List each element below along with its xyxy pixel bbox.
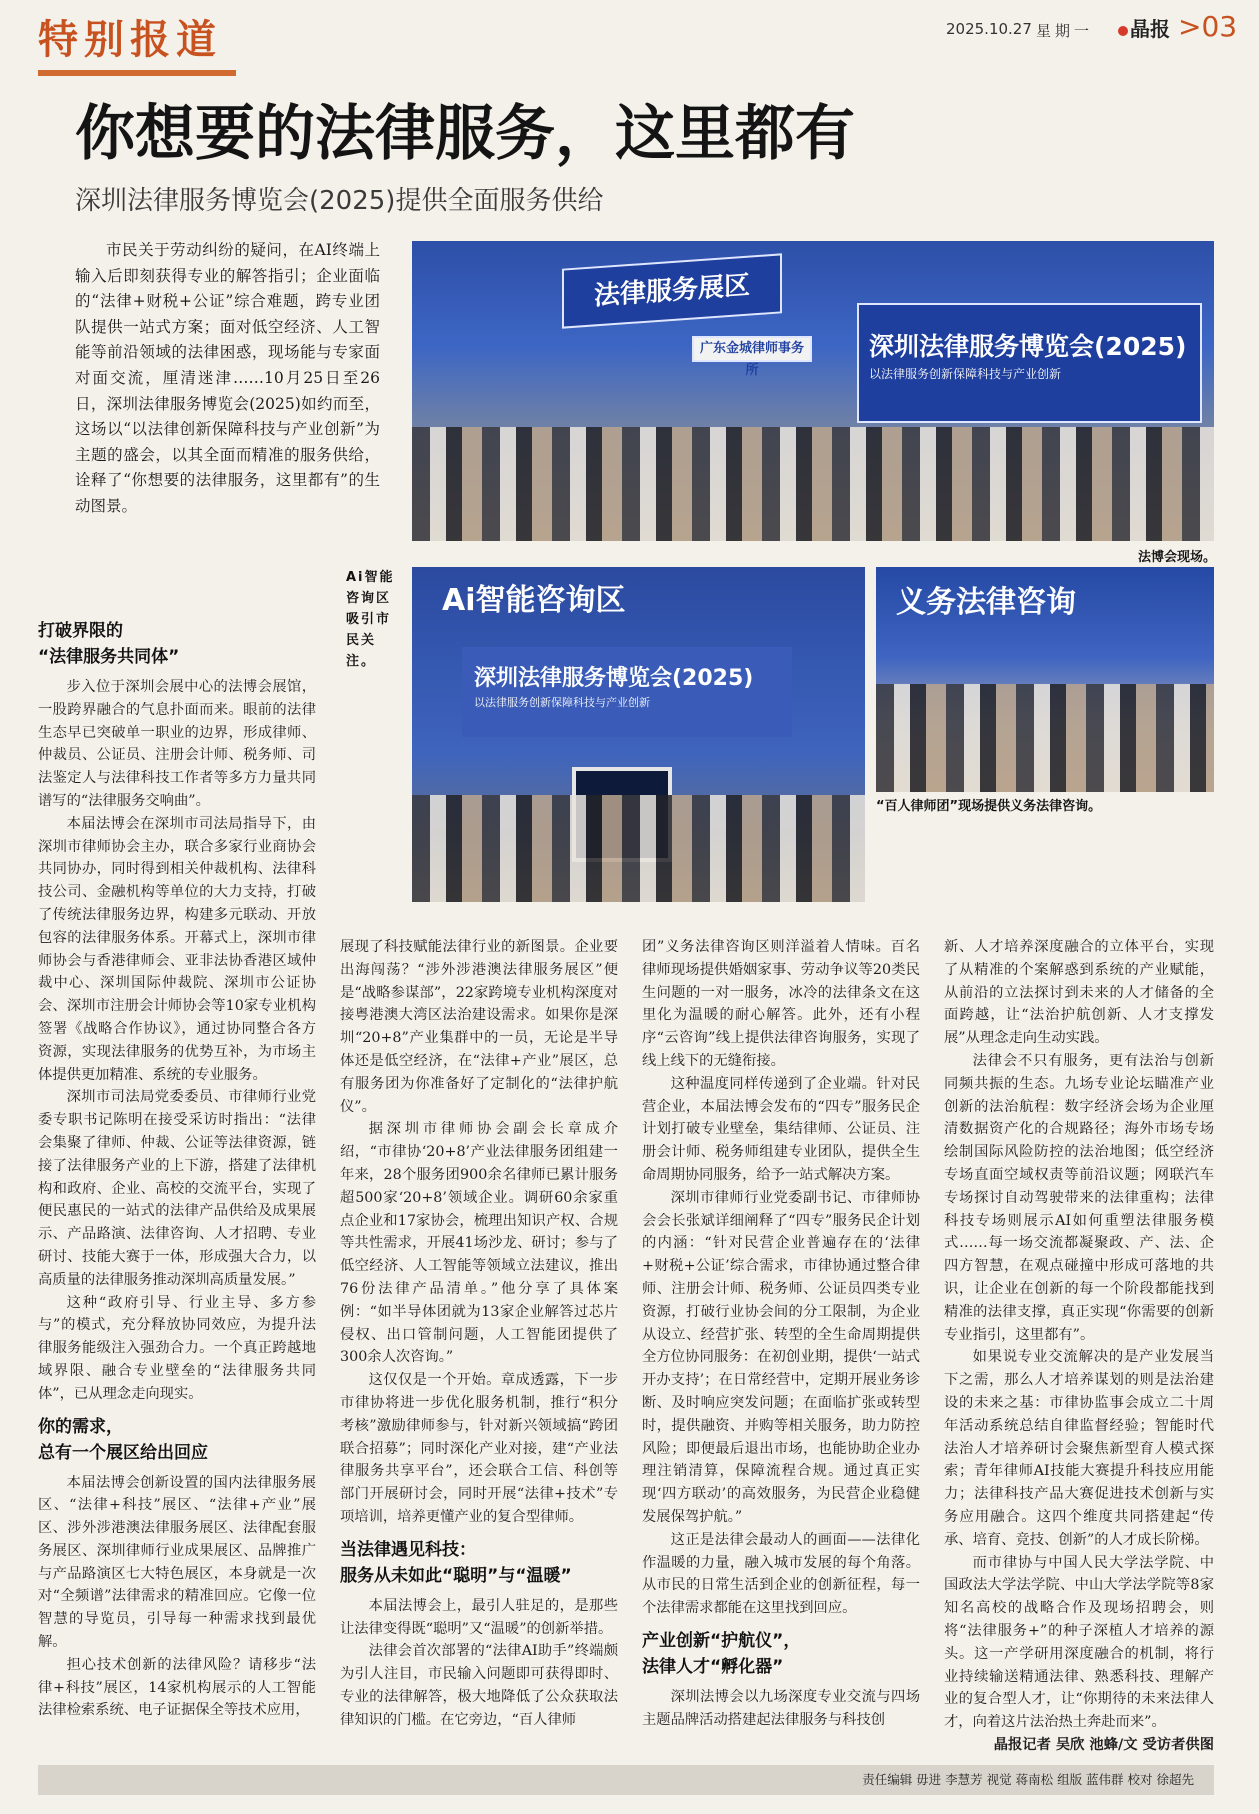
paragraph: 这种温度同样传递到了企业端。针对民营企业，本届法博会发布的“四专”服务民企计划打破专业壁垒，集结律师、公证员、注册会计师、税务师组建专业团队，提供全生命周期协同服务，给予一站式解决方案。: [642, 1075, 920, 1183]
main-banner-title: 深圳法律服务博览会(2025): [869, 332, 1187, 361]
paragraph: 法律会不只有服务，更有法治与创新同频共振的生态。九场专业论坛瞄准产业创新的法治航程：数字经济会场为企业厘清数据资产化的合规路径；海外市场专场绘制国际风险防控的法治地图；低空经济专场直面空域权责等前沿议题；网联汽车专场探讨自动驾驶带来的法律重构；法律科技专场则展示AI如何重塑法律服务模式……每一场交流都凝聚政、产、法、企四方智慧，在观点碰撞中形成可落地的共识，让企业在创新的每一个阶段都能找到精准的法律支撑，真正实现“你需要的创新专业指引，这里都有”。: [944, 1052, 1214, 1343]
section-heading-3a: 当法律遇见科技：: [340, 1539, 476, 1560]
issue-weekday: 星期一: [1036, 22, 1094, 40]
paragraph: 深圳市司法局党委委员、市律师行业党委专职书记陈明在接受采访时指出：“法律会集聚了律师、仲裁、公证等法律资源，链接了法律服务产业的上下游，搭建了法律机构和政府、企业、高校的交流平台，实现了便民惠民的一站式的法律产品供给及成果展示、产品路演、法律咨询、人才招聘、专业研讨、技能大赛于一体，形成强大合力，以高质量的法律服务推动深圳高质量发展。”: [38, 1089, 316, 1288]
photo-legal-consultation: [876, 567, 1214, 792]
zone-sign: 法律服务展区: [562, 253, 782, 328]
paragraph: 本届法博会上，最引人驻足的，是那些让法律变得既“聪明”又“温暖”的创新举措。: [340, 1597, 618, 1637]
ai-banner-title: 深圳法律服务博览会(2025): [474, 666, 754, 691]
column-4: [944, 936, 1214, 1757]
paragraph: 担心技术创新的法律风险？请移步“法律+科技”展区，14家机构展示的人工智能法律检索系统、电子证据保全等技术应用，: [38, 1656, 316, 1719]
section-tag: 特别报道: [38, 17, 222, 63]
paragraph: 本届法博会创新设置的国内法律服务展区、“法律+科技”展区、“法律+产业”展区、涉外涉港澳法律服务展区、法律配套服务展区、深圳律师行业成果展区、品牌推广与产品路演区七大特色展区，本身就是一次对“全频谱”法律需求的精准回应。它像一位智慧的导览员，引导每一种需求找到最优解。: [38, 1474, 316, 1651]
column-2: [340, 936, 618, 1732]
logo-text: 晶报: [1130, 17, 1170, 41]
ai-banner-subtitle: 以法律服务创新保障科技与产业创新: [474, 696, 650, 709]
subheadline: 深圳法律服务博览会(2025)提供全面服务供给: [75, 186, 604, 216]
page-number: >03: [1178, 10, 1238, 43]
caption-expo-hall: 法博会现场。: [1138, 550, 1217, 565]
section-heading-2a: 你的需求，: [38, 1416, 123, 1437]
section-heading-1a: 打破界限的: [38, 621, 123, 641]
paragraph: 这仅仅是一个开始。章成透露，下一步市律协将进一步优化服务机制，推行“积分考核”激励律师参与，针对新兴领域搞“跨团联合招募”；同时深化产业对接，建“产业法律服务共享平台”，还会联合工信、科创等部门开展研讨会，同时开展“法律+技术”专项培训，培养更懂产业的复合型律师。: [340, 1372, 618, 1525]
section-heading-4b: 法律人才“孵化器”: [642, 1656, 784, 1677]
section-heading-4a: 产业创新“护航仪”，: [642, 1630, 801, 1651]
consult-sign: 义务法律咨询: [896, 585, 1076, 620]
paragraph: 这种“政府引导、行业主导、多方参与”的模式，充分释放协同效应，为提升法律服务能级注入强劲合力。一个真正跨越地域界限、融合专业壁垒的“法律服务共同体”，已从理念走向现实。: [38, 1294, 316, 1402]
ai-banner: [462, 647, 792, 737]
paragraph: 深圳法博会以九场深度专业交流与四场主题品牌活动搭建起法律服务与科技创: [642, 1688, 920, 1728]
paragraph: 步入位于深圳会展中心的法博会展馆，一股跨界融合的气息扑面而来。眼前的法律生态早已突破单一职业的边界，形成律师、仲裁员、公证员、注册会计师、税务师、司法鉴定人与法律科技工作者等多方力量共同谱写的“法律服务交响曲”。: [38, 679, 316, 809]
paragraph: 团”义务法律咨询区则洋溢着人情味。百名律师现场提供婚姻家事、劳动争议等20类民生问题的一对一服务，冰冷的法律条文在这里化为温暖的耐心解答。此外，还有小程序“云咨询”线上提供法律咨询服务，实现了线上线下的无缝衔接。: [642, 939, 920, 1069]
lead-paragraph: 市民关于劳动纠纷的疑问，在AI终端上输入后即刻获得专业的解答指引；企业面临的“法律+财税+公证”综合难题，跨专业团队提供一站式方案；面对低空经济、人工智能等前沿领域的法律困惑，现场能与专家面对面交流，厘清迷津……10月25日至26日，深圳法律服务博览会(2025)如约而至，这场以“以法律创新保障科技与产业创新”为主题的盛会，以其全面而精准的服务供给，诠释了“你想要的法律服务，这里都有”的生动图景。: [75, 241, 380, 515]
ai-zone-sign: Ai智能咨询区: [442, 583, 626, 618]
paragraph: 如果说专业交流解决的是产业发展当下之需，那么人才培养谋划的则是法治建设的未来之基：市律协监事会成立二十周年活动系统总结自律监督经验；智能时代法治人才培养研讨会聚焦新型育人模式探索；青年律师AI技能大赛提升科技应用能力；法律科技产品大赛促进技术创新与实务应用融合。这四个维度共同搭建起“传承、培育、竞技、创新”的人才成长阶梯。: [944, 1349, 1214, 1548]
logo-dot-icon: [1118, 26, 1128, 36]
crowd: [412, 427, 1214, 541]
paragraph: 新、人才培养深度融合的立体平台，实现了从精准的个案解惑到系统的产业赋能，从前沿的立法探讨到未来的人才储备的全面跨越，让“法治护航创新、人才支撑发展”从理念走向生动实践。: [944, 939, 1214, 1047]
crowd: [876, 684, 1214, 792]
section-heading-1b: “法律服务共同体”: [38, 647, 180, 667]
section-heading-2b: 总有一个展区给出回应: [38, 1442, 208, 1463]
paragraph: 这正是法律会最动人的画面——法律化作温暖的力量，融入城市发展的每个角落。从市民的日常生活到企业的创新征程，每一个法律需求都能在这里找到回应。: [642, 1531, 920, 1617]
section-heading-3b: 服务从未如此“聪明”与“温暖”: [340, 1565, 572, 1586]
photo-ai-zone: [412, 567, 865, 902]
paragraph: 据深圳市律师协会副会长章成介绍，“市律协‘20+8’产业法律服务团组建一年来，28个服务团900余名律师已累计服务超500家‘20+8’领域企业。调研60余家重点企业和17家协会，梳理出知识产权、合规等共性需求，开展41场沙龙、研讨；参与了低空经济、人工智能等领域立法建议，推出76份法律产品清单。”他分享了具体案例：“如半导体团就为13家企业解答过芯片侵权、出口管制问题，人工智能团提供了300余人次咨询。”: [340, 1121, 618, 1366]
crowd: [412, 795, 865, 902]
column-3: [642, 936, 920, 1732]
side-sign: 广东金城律师事务所: [692, 336, 812, 362]
paragraph: 展现了科技赋能法律行业的新图景。企业要出海闯荡？“涉外涉港澳法律服务展区”便是“战略参谋部”，22家跨境专业机构深度对接粤港澳大湾区法治建设需求。如果你是深圳“20+8”产业集群中的一员，无论是半导体还是低空经济，在“法律+产业”展区，总有服务团为你准备好了定制化的“法律护航仪”。: [340, 939, 618, 1115]
main-banner-subtitle: 以法律服务创新保障科技与产业创新: [869, 367, 1062, 381]
paragraph: 深圳市律师行业党委副书记、市律师协会会长张斌详细阐释了“四专”服务民企计划的内涵：“针对民营企业普遍存在的‘法律+财税+公证’综合需求，市律协通过整合律师、注册会计师、税务师、公证员四类专业资源，打破行业协会间的分工限制，为企业从设立、经营扩张、转型的全生命周期提供全方位协同服务：在初创业期，提供‘一站式开办支持’；在日常经营中，定期开展业务诊断、及时响应突发问题；在面临扩张或转型时，提供融资、并购等相关服务，助力防控风险；即便最后退出市场，也能协助企业办理注销清算，保障流程合规。通过真正实现‘四方联动’的高效服务，为民营企业稳健发展保驾护航。”: [642, 1189, 920, 1525]
newspaper-logo: [1118, 14, 1170, 44]
paragraph: 本届法博会在深圳市司法局指导下，由深圳市律师协会主办，联合多家行业商协会共同协办，同时得到相关仲裁机构、法律科技公司、金融机构等单位的大力支持，打破了传统法律服务边界，构建多元联动、开放包容的法律服务体系。开幕式上，深圳市律师协会与香港律师会、亚非法协香港区域仲裁中心、深圳国际仲裁院、深圳市公证协会、深圳市注册会计师协会等10家专业机构签署《战略合作协议》，通过协同整合各方资源，实现法律服务的优势互补，为市场主体提供更加精准、系统的专业服务。: [38, 815, 316, 1083]
headline: 你想要的法律服务，这里都有: [75, 99, 855, 169]
caption-ai-zone: Ai智能咨询区吸引市民关注。: [346, 570, 395, 669]
editor-credits: 责任编辑 毋进 李慧芳 视觉 蒋南松 组版 蓝伟群 校对 徐超先: [38, 1765, 1214, 1795]
photo-expo-hall: [412, 241, 1214, 541]
paragraph: 而市律协与中国人民大学法学院、中国政法大学法学院、中山大学法学院等8家知名高校的战略合作及现场招聘会，则将“法律服务+”的种子深植人才培养的源头。这一产学研用深度融合的机制，将行业持续输送精通法律、熟悉科技、理解产业的复合型人才，让“你期待的未来法律人才，向着这片法治热土奔赴而来”。: [944, 1554, 1214, 1731]
paragraph: 法律会首次部署的“法律AI助手”终端颇为引人注目，市民输入问题即可获得即时、专业的法律解答，极大地降低了公众获取法律知识的门槛。在它旁边，“百人律师: [340, 1643, 618, 1728]
column-1: [38, 618, 316, 1722]
section-tag-underline: [38, 70, 236, 76]
caption-consultation: “百人律师团”现场提供义务法律咨询。: [876, 799, 1102, 814]
issue-date: 2025.10.27: [946, 20, 1032, 38]
main-banner: [857, 303, 1202, 423]
byline: 晶报记者 吴欣 池蜂/文 受访者供图: [993, 1736, 1214, 1753]
